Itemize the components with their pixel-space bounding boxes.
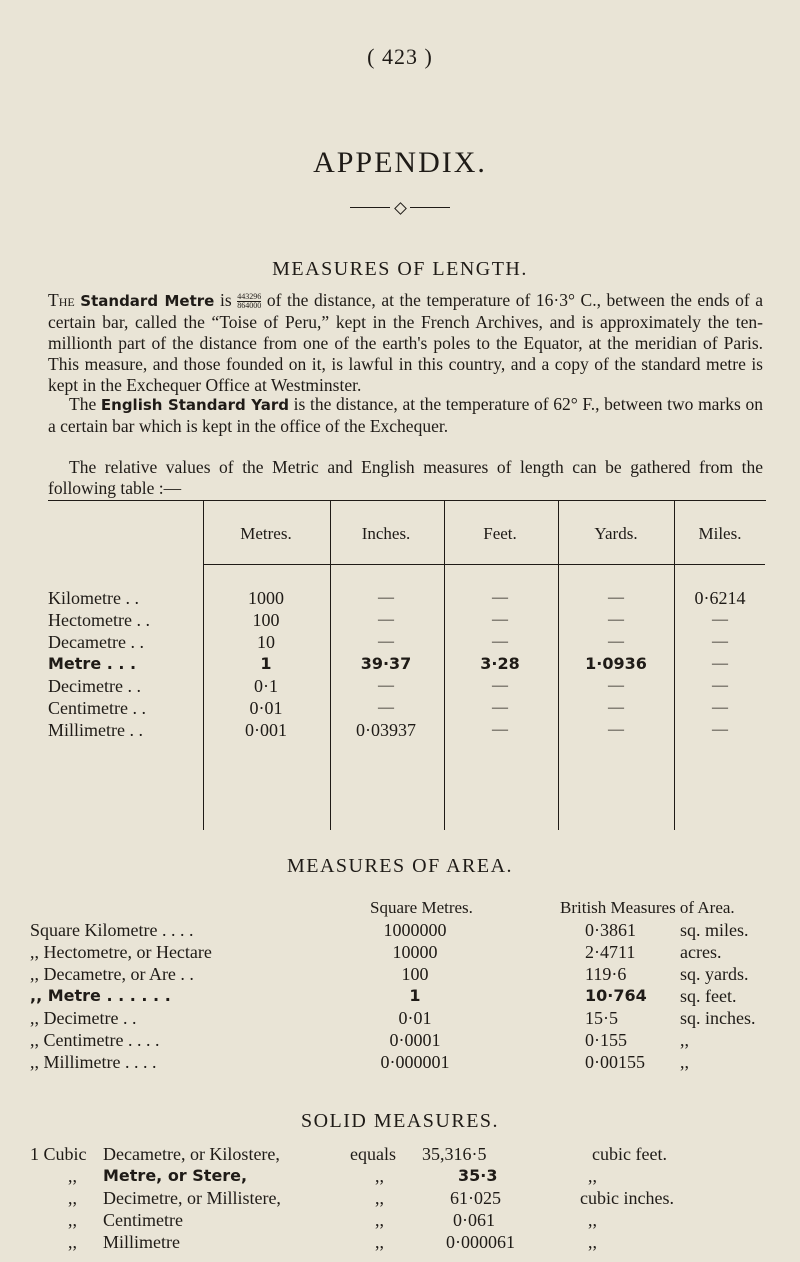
area-british-value: 119·6 <box>585 964 627 984</box>
appendix-title: APPENDIX. <box>313 146 487 179</box>
area-british-value: 15·5 <box>585 1008 618 1028</box>
area-heading: MEASURES OF AREA. <box>286 855 514 877</box>
solid-value: 61·025 <box>450 1188 501 1208</box>
length-cell-yards: — <box>608 699 624 716</box>
solid-equals: ,, <box>375 1232 384 1252</box>
area-sq-metres: 1000000 <box>383 920 447 940</box>
solid-prefix: ,, <box>68 1166 77 1186</box>
diamond-ornament-icon <box>394 202 407 215</box>
length-row-label: Metre . . . <box>48 654 137 673</box>
length-cell-yards: — <box>608 611 624 628</box>
metre-fraction: $\frac{443296}{864000}$ <box>237 292 262 311</box>
area-unit: ,, <box>680 1052 689 1072</box>
solid-value: 35,316·5 <box>422 1144 487 1164</box>
area-col-british: British Measures of Area. <box>560 898 735 917</box>
standard-metre-term: Standard Metre <box>80 292 215 310</box>
area-row-label: Square Kilometre . . . . <box>30 920 194 940</box>
area-unit: sq. inches. <box>680 1008 756 1028</box>
length-cell-yards: — <box>608 589 624 606</box>
solid-row <box>30 1144 790 1166</box>
length-cell-miles: — <box>712 611 728 628</box>
standard-metre-paragraph <box>48 290 763 396</box>
area-unit: ,, <box>680 1030 689 1050</box>
length-cell-miles: — <box>712 633 728 650</box>
length-col-header: Metres. <box>240 524 292 543</box>
length-table <box>48 500 766 830</box>
length-cell-feet: — <box>492 677 508 694</box>
length-cell-inches: — <box>378 677 394 694</box>
solid-row <box>30 1188 790 1210</box>
area-row <box>30 1030 790 1052</box>
solid-label: Centimetre <box>103 1210 183 1230</box>
length-cell-metres: 10 <box>257 632 275 652</box>
length-cell-feet: — <box>492 699 508 716</box>
area-sq-metres: 0·01 <box>398 1008 432 1028</box>
length-cell-feet: — <box>492 721 508 738</box>
solid-unit: ,, <box>588 1210 597 1230</box>
solid-unit: cubic inches. <box>580 1188 674 1208</box>
length-cell-metres: 1000 <box>248 588 284 608</box>
area-row <box>30 964 790 986</box>
area-british-value: 0·00155 <box>585 1052 645 1072</box>
length-cell-yards: — <box>608 633 624 650</box>
solid-row <box>30 1210 790 1232</box>
area-row <box>30 1008 790 1030</box>
area-sq-metres: 100 <box>401 964 429 984</box>
area-unit: sq. yards. <box>680 964 749 984</box>
area-row-label: ,, Hectometre, or Hectare <box>30 942 212 962</box>
para1-is: is <box>219 290 232 310</box>
length-cell-miles: 0·6214 <box>694 588 746 608</box>
length-cell-miles: — <box>712 699 728 716</box>
length-row-label: Decimetre . . <box>48 676 141 696</box>
solid-label: Metre, or Stere, <box>103 1166 248 1185</box>
area-row-label: ,, Millimetre . . . . <box>30 1052 157 1072</box>
length-col-header: Inches. <box>361 524 411 543</box>
solid-equals: ,, <box>375 1210 384 1230</box>
length-cell-metres: 100 <box>252 610 280 630</box>
length-cell-yards: — <box>608 677 624 694</box>
area-british-value: 0·3861 <box>585 920 636 940</box>
area-british-value: 0·155 <box>585 1030 627 1050</box>
area-row <box>30 986 790 1008</box>
solid-prefix: ,, <box>68 1232 77 1252</box>
area-sq-metres: 0·000001 <box>380 1052 450 1072</box>
length-cell-inches: — <box>378 589 394 606</box>
length-cell-inches: — <box>378 699 394 716</box>
length-cell-feet: — <box>492 633 508 650</box>
area-row-label: ,, Decimetre . . <box>30 1008 137 1028</box>
length-cell-inches: 0·03937 <box>356 720 416 740</box>
length-cell-metres: 0·001 <box>245 720 287 740</box>
area-unit: sq. miles. <box>680 920 749 940</box>
length-cell-metres: 0·01 <box>249 698 283 718</box>
solid-value: 0·000061 <box>446 1232 515 1252</box>
page-number: ( 423 ) <box>367 44 433 69</box>
solid-label: Millimetre <box>103 1232 180 1252</box>
area-sq-metres: 1 <box>409 986 421 1005</box>
para1-start: The <box>48 290 75 310</box>
length-cell-yards: 1·0936 <box>585 654 647 673</box>
length-cell-inches: 39·37 <box>360 654 412 673</box>
standard-yard-paragraph <box>48 394 763 437</box>
standard-yard-term: English Standard Yard <box>100 396 289 414</box>
length-cell-feet: — <box>492 589 508 606</box>
solid-unit: ,, <box>588 1232 597 1252</box>
solid-label: Decimetre, or Millistere, <box>103 1188 281 1208</box>
area-british-value: 2·4711 <box>585 942 636 962</box>
solid-prefix: ,, <box>68 1210 77 1230</box>
length-cell-miles: — <box>712 677 728 694</box>
length-cell-miles: — <box>712 655 728 672</box>
para2-start: The <box>69 394 97 414</box>
solid-label: Decametre, or Kilostere, <box>103 1144 280 1164</box>
length-heading: MEASURES OF LENGTH. <box>272 258 528 280</box>
solid-equals: ,, <box>375 1166 384 1186</box>
area-col-square-metres: Square Metres. <box>370 898 473 917</box>
length-cell-inches: — <box>378 611 394 628</box>
area-row-label: ,, Centimetre . . . . <box>30 1030 160 1050</box>
length-col-header: Miles. <box>698 524 742 543</box>
solid-unit: ,, <box>588 1166 597 1186</box>
area-row <box>30 942 790 964</box>
area-row-label: ,, Metre . . . . . . <box>30 986 171 1005</box>
length-cell-metres: 1 <box>260 654 272 673</box>
length-col-header: Yards. <box>594 524 638 543</box>
solid-row <box>30 1166 790 1188</box>
area-british-value: 10·764 <box>585 986 647 1005</box>
length-col-header: Feet. <box>483 524 517 543</box>
area-unit: sq. feet. <box>680 986 737 1006</box>
length-cell-feet: 3·28 <box>480 654 520 673</box>
solid-prefix: ,, <box>68 1188 77 1208</box>
solid-value: 0·061 <box>453 1210 495 1230</box>
solid-equals: equals <box>350 1144 396 1164</box>
length-row-label: Millimetre . . <box>48 720 143 740</box>
length-cell-feet: — <box>492 611 508 628</box>
area-unit: acres. <box>680 942 722 962</box>
area-row-label: ,, Decametre, or Are . . <box>30 964 194 984</box>
solid-unit: cubic feet. <box>592 1144 667 1164</box>
solid-equals: ,, <box>375 1188 384 1208</box>
ornament-divider <box>350 203 450 213</box>
solid-heading: SOLID MEASURES. <box>300 1110 500 1132</box>
solid-value: 35·3 <box>458 1166 498 1185</box>
length-row-label: Kilometre . . <box>48 588 139 608</box>
para2-text: is the distance, at the temperature of 62° F., between two marks on a certain bar which is kept in the office of the Exchequer. <box>48 394 764 436</box>
length-cell-miles: — <box>712 721 728 738</box>
table-intro-paragraph: The relative values of the Metric and English measures of length can be gathered from the following table :— <box>48 457 763 498</box>
solid-row <box>30 1232 790 1254</box>
length-row-label: Decametre . . <box>48 632 144 652</box>
length-cell-inches: — <box>378 633 394 650</box>
length-cell-yards: — <box>608 721 624 738</box>
area-sq-metres: 10000 <box>392 942 438 962</box>
length-row-label: Centimetre . . <box>48 698 146 718</box>
area-row <box>30 920 790 942</box>
area-row <box>30 1052 790 1074</box>
para1-text: of the distance, at the temperature of 16·3° C., between the ends of a certain bar, called the “Toise of Peru,” kept in the French Archives, and is approximately the ten-millionth part of the distance from one of the earth's poles to the Equator, at the meridian of Paris. This measure, and those founded on it, is lawful in this country, and a copy of the standard metre is kept in the Exchequer Office at Westminster. <box>48 290 764 395</box>
solid-prefix: 1 Cubic <box>30 1144 87 1164</box>
area-sq-metres: 0·0001 <box>389 1030 441 1050</box>
length-row-label: Hectometre . . <box>48 610 150 630</box>
length-cell-metres: 0·1 <box>254 676 278 696</box>
